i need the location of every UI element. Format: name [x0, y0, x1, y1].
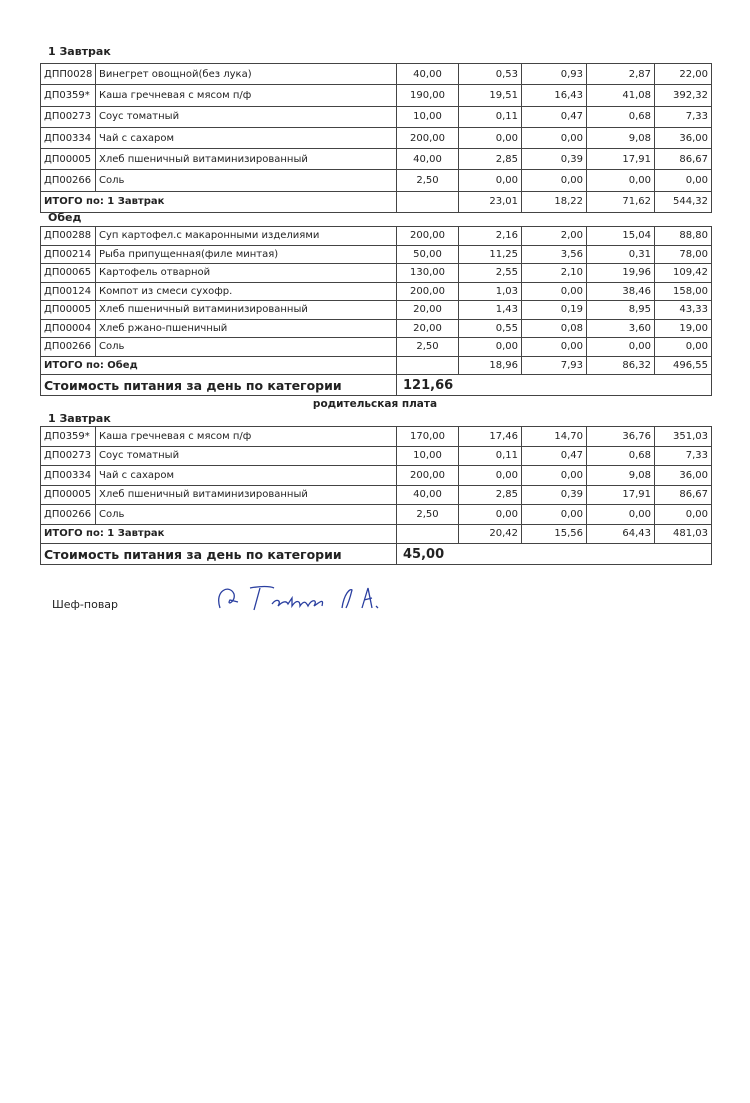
carbs: 0,68	[587, 106, 655, 127]
fats: 0,47	[522, 106, 587, 127]
fats: 14,70	[522, 427, 587, 447]
item-code: ДП00005	[41, 485, 96, 505]
table-row	[41, 466, 712, 486]
total-row	[41, 191, 712, 212]
item-name: Каша гречневая с мясом п/ф	[96, 85, 397, 106]
item-code: ДП00334	[41, 127, 96, 148]
calories: 78,00	[655, 245, 712, 264]
portion-weight: 200,00	[397, 127, 459, 148]
breakfast-table	[40, 63, 712, 213]
carbs: 17,91	[587, 485, 655, 505]
carbs: 41,08	[587, 85, 655, 106]
item-code: ДП00288	[41, 227, 96, 246]
table-row	[41, 64, 712, 85]
item-name: Чай с сахаром	[96, 127, 397, 148]
item-name: Картофель отварной	[96, 264, 397, 283]
item-code: ДП00004	[41, 319, 96, 338]
carbs: 0,00	[587, 170, 655, 191]
item-name: Рыба припущенная(филе минтая)	[96, 245, 397, 264]
item-name: Чай с сахаром	[96, 466, 397, 486]
item-code: ДП00124	[41, 282, 96, 301]
carbs: 3,60	[587, 319, 655, 338]
table-row	[41, 446, 712, 466]
portion-weight: 10,00	[397, 106, 459, 127]
item-name: Хлеб пшеничный витаминизированный	[96, 485, 397, 505]
calories: 0,00	[655, 505, 712, 525]
carbs: 9,08	[587, 127, 655, 148]
item-name: Соус томатный	[96, 446, 397, 466]
table-row	[41, 149, 712, 170]
proteins: 0,00	[459, 505, 522, 525]
fats: 0,00	[522, 282, 587, 301]
proteins: 0,00	[459, 466, 522, 486]
total-value: 23,01	[459, 191, 522, 212]
item-name: Суп картофел.с макаронными изделиями	[96, 227, 397, 246]
portion-weight: 200,00	[397, 227, 459, 246]
calories: 43,33	[655, 301, 712, 320]
portion-weight: 50,00	[397, 245, 459, 264]
item-code: ДП00214	[41, 245, 96, 264]
table-row	[41, 245, 712, 264]
fats: 16,43	[522, 85, 587, 106]
item-code: ДП00266	[41, 170, 96, 191]
parent-fee-title: родительская плата	[312, 398, 438, 410]
proteins: 19,51	[459, 85, 522, 106]
fats: 2,00	[522, 227, 587, 246]
calories: 36,00	[655, 127, 712, 148]
table-row	[41, 227, 712, 246]
daily-cost-label: Стоимость питания за день по категории	[41, 375, 397, 396]
total-value: 71,62	[587, 191, 655, 212]
daily-cost-row	[41, 544, 712, 565]
portion-weight: 2,50	[397, 505, 459, 525]
total-value: 18,22	[522, 191, 587, 212]
item-name: Соус томатный	[96, 106, 397, 127]
proteins: 0,53	[459, 64, 522, 85]
total-value: 481,03	[655, 524, 712, 544]
fats: 0,47	[522, 446, 587, 466]
total-label: ИТОГО по: Обед	[41, 356, 397, 375]
total-value: 544,32	[655, 191, 712, 212]
fats: 0,00	[522, 127, 587, 148]
calories: 7,33	[655, 106, 712, 127]
chef-label: Шеф-повар	[52, 598, 119, 611]
table-row	[41, 301, 712, 320]
proteins: 0,00	[459, 170, 522, 191]
portion-weight: 20,00	[397, 301, 459, 320]
item-code: ДП00005	[41, 301, 96, 320]
item-name: Соль	[96, 170, 397, 191]
carbs: 0,31	[587, 245, 655, 264]
total-row	[41, 524, 712, 544]
proteins: 11,25	[459, 245, 522, 264]
proteins: 2,85	[459, 485, 522, 505]
proteins: 0,55	[459, 319, 522, 338]
calories: 0,00	[655, 170, 712, 191]
item-code: ДП00266	[41, 338, 96, 357]
item-name: Каша гречневая с мясом п/ф	[96, 427, 397, 447]
proteins: 2,55	[459, 264, 522, 283]
table-row	[41, 505, 712, 525]
proteins: 0,00	[459, 338, 522, 357]
calories: 19,00	[655, 319, 712, 338]
fats: 0,39	[522, 149, 587, 170]
item-code: ДПП0028	[41, 64, 96, 85]
carbs: 9,08	[587, 466, 655, 486]
total-value: 86,32	[587, 356, 655, 375]
item-code: ДП00005	[41, 149, 96, 170]
item-name: Соль	[96, 338, 397, 357]
paid-breakfast-table	[40, 426, 712, 565]
fats: 0,00	[522, 466, 587, 486]
calories: 86,67	[655, 485, 712, 505]
calories: 392,32	[655, 85, 712, 106]
total-value: 18,96	[459, 356, 522, 375]
carbs: 0,00	[587, 338, 655, 357]
section-title-lunch: Обед	[48, 211, 82, 224]
total-value: 15,56	[522, 524, 587, 544]
table-row	[41, 264, 712, 283]
total-value: 20,42	[459, 524, 522, 544]
item-code: ДП00273	[41, 106, 96, 127]
total-label: ИТОГО по: 1 Завтрак	[41, 524, 397, 544]
carbs: 19,96	[587, 264, 655, 283]
portion-weight: 2,50	[397, 338, 459, 357]
fats: 3,56	[522, 245, 587, 264]
fats: 0,93	[522, 64, 587, 85]
section-title-breakfast-paid: 1 Завтрак	[48, 412, 111, 425]
calories: 0,00	[655, 338, 712, 357]
table-row	[41, 338, 712, 357]
daily-cost-value: 45,00	[397, 544, 712, 565]
daily-cost-value: 121,66	[397, 375, 712, 396]
proteins: 2,16	[459, 227, 522, 246]
total-value: 64,43	[587, 524, 655, 544]
table-row	[41, 85, 712, 106]
proteins: 0,11	[459, 446, 522, 466]
portion-weight: 10,00	[397, 446, 459, 466]
fats: 0,00	[522, 338, 587, 357]
daily-cost-row	[41, 375, 712, 396]
calories: 158,00	[655, 282, 712, 301]
portion-weight: 40,00	[397, 485, 459, 505]
portion-weight: 40,00	[397, 149, 459, 170]
total-value: 496,55	[655, 356, 712, 375]
fats: 0,00	[522, 170, 587, 191]
table-row	[41, 170, 712, 191]
section-title-breakfast: 1 Завтрак	[48, 45, 111, 58]
item-code: ДП00266	[41, 505, 96, 525]
fats: 2,10	[522, 264, 587, 283]
item-code: ДП00065	[41, 264, 96, 283]
item-code: ДП0359*	[41, 427, 96, 447]
portion-weight: 200,00	[397, 466, 459, 486]
proteins: 1,43	[459, 301, 522, 320]
total-empty	[397, 524, 459, 544]
table-row	[41, 427, 712, 447]
total-row	[41, 356, 712, 375]
calories: 7,33	[655, 446, 712, 466]
carbs: 2,87	[587, 64, 655, 85]
table-row	[41, 319, 712, 338]
portion-weight: 20,00	[397, 319, 459, 338]
calories: 86,67	[655, 149, 712, 170]
calories: 109,42	[655, 264, 712, 283]
proteins: 0,11	[459, 106, 522, 127]
carbs: 36,76	[587, 427, 655, 447]
item-name: Соль	[96, 505, 397, 525]
total-empty	[397, 356, 459, 375]
calories: 88,80	[655, 227, 712, 246]
total-value: 7,93	[522, 356, 587, 375]
portion-weight: 130,00	[397, 264, 459, 283]
item-name: Компот из смеси сухофр.	[96, 282, 397, 301]
portion-weight: 190,00	[397, 85, 459, 106]
item-code: ДП00334	[41, 466, 96, 486]
signature	[212, 580, 412, 616]
item-name: Хлеб ржано-пшеничный	[96, 319, 397, 338]
item-name: Хлеб пшеничный витаминизированный	[96, 301, 397, 320]
calories: 351,03	[655, 427, 712, 447]
carbs: 38,46	[587, 282, 655, 301]
item-code: ДП00273	[41, 446, 96, 466]
carbs: 17,91	[587, 149, 655, 170]
carbs: 0,00	[587, 505, 655, 525]
calories: 22,00	[655, 64, 712, 85]
total-empty	[397, 191, 459, 212]
table-row	[41, 106, 712, 127]
portion-weight: 2,50	[397, 170, 459, 191]
item-code: ДП0359*	[41, 85, 96, 106]
proteins: 2,85	[459, 149, 522, 170]
daily-cost-label: Стоимость питания за день по категории	[41, 544, 397, 565]
lunch-table	[40, 226, 712, 396]
calories: 36,00	[655, 466, 712, 486]
total-label: ИТОГО по: 1 Завтрак	[41, 191, 397, 212]
table-row	[41, 127, 712, 148]
portion-weight: 40,00	[397, 64, 459, 85]
carbs: 15,04	[587, 227, 655, 246]
fats: 0,00	[522, 505, 587, 525]
proteins: 0,00	[459, 127, 522, 148]
portion-weight: 200,00	[397, 282, 459, 301]
item-name: Винегрет овощной(без лука)	[96, 64, 397, 85]
proteins: 17,46	[459, 427, 522, 447]
fats: 0,39	[522, 485, 587, 505]
table-row	[41, 282, 712, 301]
fats: 0,08	[522, 319, 587, 338]
table-row	[41, 485, 712, 505]
proteins: 1,03	[459, 282, 522, 301]
carbs: 0,68	[587, 446, 655, 466]
fats: 0,19	[522, 301, 587, 320]
carbs: 8,95	[587, 301, 655, 320]
item-name: Хлеб пшеничный витаминизированный	[96, 149, 397, 170]
portion-weight: 170,00	[397, 427, 459, 447]
